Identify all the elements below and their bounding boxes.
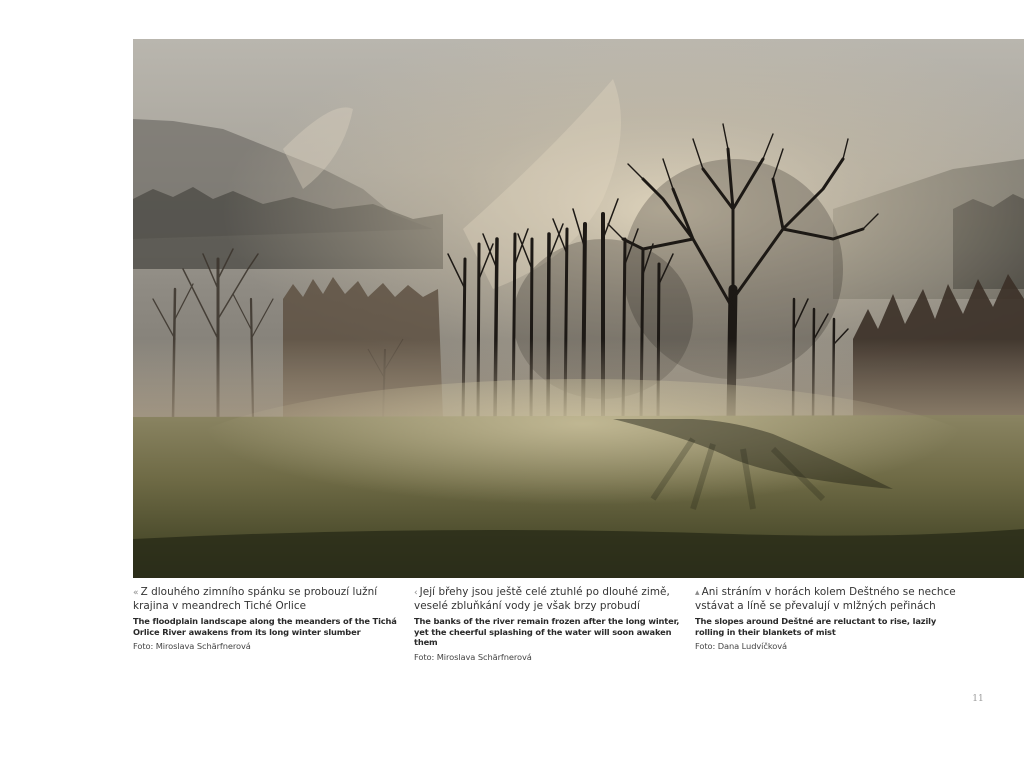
caption-czech-text: Z dlouhého zimního spánku se probouzí lužní krajina v meandrech Tiché Orlice bbox=[133, 586, 378, 612]
double-left-arrow-icon: « bbox=[133, 588, 139, 598]
caption-right bbox=[695, 586, 965, 651]
caption-english-text: The slopes around Deštné are reluctant to rise, lazily rolling in their blankets of mist bbox=[695, 616, 937, 637]
up-arrow-icon: ▴ bbox=[695, 588, 700, 598]
landscape-photo bbox=[133, 39, 1024, 578]
caption-english-text: The floodplain landscape along the meanders of the Tichá Orlice River awakens from its long winter slumber bbox=[133, 616, 397, 637]
caption-czech-title bbox=[133, 586, 403, 613]
left-arrow-icon: ‹ bbox=[414, 588, 418, 598]
caption-english-text: The banks of the river remain frozen after the long winter, yet the cheerful splashing of the water will soon awaken them bbox=[414, 616, 680, 647]
photo-credit: Foto: Miroslava Schärfnerová bbox=[414, 651, 532, 662]
page-number: 11 bbox=[972, 694, 984, 704]
caption-middle bbox=[414, 586, 684, 662]
caption-czech-title bbox=[695, 586, 965, 613]
photo-credit: Foto: Dana Ludvíčková bbox=[695, 641, 788, 651]
caption-czech-text: Její břehy jsou ještě celé ztuhlé po dlouhé zimě, veselé zbluňkání vody je však brzy probudí bbox=[414, 586, 670, 612]
caption-czech-title bbox=[414, 586, 684, 613]
caption-area bbox=[133, 586, 1013, 662]
caption-czech-text: Ani stráním v horách kolem Deštného se nechce vstávat a líně se převalují v mlžných peřinách bbox=[695, 586, 956, 612]
photo-credit: Foto: Miroslava Schärfnerová bbox=[133, 641, 251, 651]
caption-left bbox=[133, 586, 403, 651]
